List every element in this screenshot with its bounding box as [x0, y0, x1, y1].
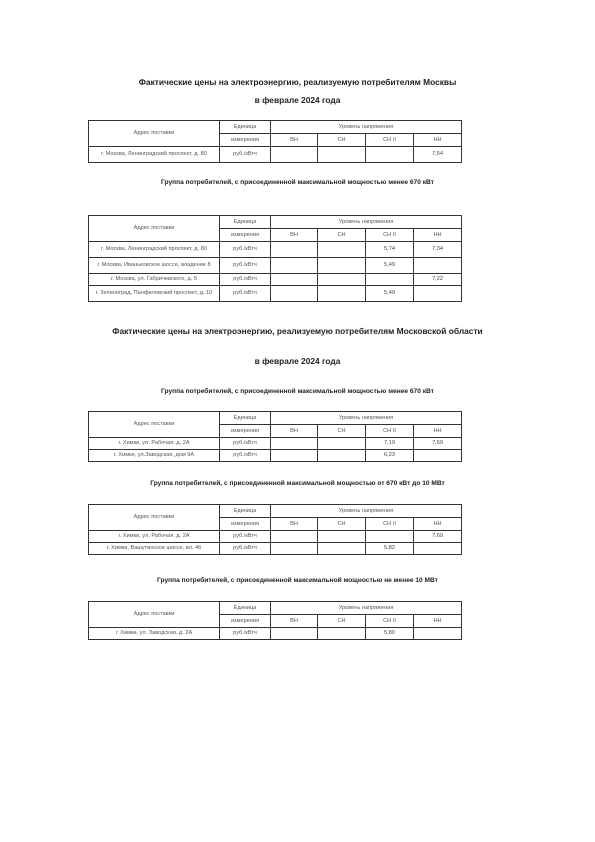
vn-cell	[271, 274, 318, 286]
vn-cell	[271, 242, 318, 258]
group-heading: Группа потребителей, с присоединенной максимальной мощностью менее 670 кВт	[161, 388, 434, 395]
sn2-header: СН II	[366, 615, 414, 628]
address-header: Адрес поставки	[89, 602, 220, 628]
address-header: Адрес поставки	[89, 121, 220, 147]
unit-cell: руб./кВтч	[220, 286, 271, 302]
sn2-cell: 5,80	[366, 628, 414, 640]
vn-cell	[271, 147, 318, 163]
voltage-header: Уровень напряжения	[271, 216, 462, 229]
nn-cell	[414, 258, 462, 274]
sn-cell	[318, 531, 366, 543]
nn-cell: 7,22	[414, 274, 462, 286]
address-cell: г. Зеленоград, Панфиловский проспект, д. 10	[89, 286, 220, 302]
voltage-header: Уровень напряжения	[271, 412, 462, 425]
sn2-cell: 5,49	[366, 258, 414, 274]
unit-cell: руб./кВтч	[220, 274, 271, 286]
unit-cell: руб./кВтч	[220, 438, 271, 450]
table-row	[89, 242, 462, 258]
unit-header-top: Единица	[220, 602, 271, 615]
unit-header-top: Единица	[220, 412, 271, 425]
vn-cell	[271, 450, 318, 462]
sn-cell	[318, 286, 366, 302]
price-table-moscow-under-670	[88, 215, 462, 302]
address-header: Адрес поставки	[89, 216, 220, 242]
sn-cell	[318, 543, 366, 555]
sn-header: СН	[318, 518, 366, 531]
table-row	[89, 438, 462, 450]
moscow-title: Фактические цены на электроэнергию, реализуемую потребителям Москвы	[138, 77, 457, 87]
sn-header: СН	[318, 229, 366, 242]
nn-header: НН	[414, 229, 462, 242]
price-table-region-under-670	[88, 411, 462, 462]
group-heading: Группа потребителей, с присоединенной максимальной мощностью не менее 10 МВт	[157, 577, 438, 584]
nn-header: НН	[414, 615, 462, 628]
sn2-header: СН II	[366, 229, 414, 242]
nn-cell	[414, 628, 462, 640]
unit-header-top: Единица	[220, 216, 271, 229]
sn-cell	[318, 242, 366, 258]
vn-cell	[271, 286, 318, 302]
voltage-header: Уровень напряжения	[271, 602, 462, 615]
sn2-header: СН II	[366, 425, 414, 438]
group-heading: Группа потребителей, с присоединенной максимальной мощностью от 670 кВт до 10 МВт	[150, 480, 445, 487]
table-row	[89, 274, 462, 286]
unit-cell: руб./кВтч	[220, 543, 271, 555]
sn2-cell: 5,49	[366, 286, 414, 302]
address-cell: г. Химки, ул. Рабочая, д. 2А	[89, 531, 220, 543]
unit-header-top: Единица	[220, 505, 271, 518]
nn-header: НН	[414, 425, 462, 438]
vn-header: ВН	[271, 425, 318, 438]
sn-cell	[318, 628, 366, 640]
address-header: Адрес поставки	[89, 505, 220, 531]
sn-cell	[318, 147, 366, 163]
unit-cell: руб./кВтч	[220, 531, 271, 543]
sn-header: СН	[318, 615, 366, 628]
sn-cell	[318, 438, 366, 450]
table-row	[89, 531, 462, 543]
table-row	[89, 258, 462, 274]
address-cell: г. Химки, ул.Заводская, дом 9А	[89, 450, 220, 462]
sn2-header: СН II	[366, 518, 414, 531]
sn2-cell: 5,82	[366, 543, 414, 555]
vn-header: ВН	[271, 134, 318, 147]
unit-cell: руб./кВтч	[220, 258, 271, 274]
nn-header: НН	[414, 134, 462, 147]
nn-cell: 7,34	[414, 242, 462, 258]
table-row	[89, 147, 462, 163]
unit-header-top: Единица	[220, 121, 271, 134]
vn-cell	[271, 438, 318, 450]
unit-header-bottom: измерения	[220, 518, 271, 531]
voltage-header: Уровень напряжения	[271, 121, 462, 134]
table-row	[89, 286, 462, 302]
vn-header: ВН	[271, 615, 318, 628]
sn2-cell: 6,23	[366, 450, 414, 462]
moscow-period: в феврале 2024 года	[254, 95, 341, 105]
sn2-cell: 7,19	[366, 438, 414, 450]
price-table-region-670-10mw	[88, 504, 462, 555]
table-row	[89, 628, 462, 640]
group-heading: Группа потребителей, с присоединенной максимальной мощностью менее 670 кВт	[161, 179, 434, 186]
nn-cell	[414, 450, 462, 462]
sn2-cell: 5,74	[366, 242, 414, 258]
vn-cell	[271, 531, 318, 543]
nn-cell: 7,69	[414, 531, 462, 543]
vn-cell	[271, 628, 318, 640]
sn-cell	[318, 258, 366, 274]
voltage-header: Уровень напряжения	[271, 505, 462, 518]
address-cell: г. Москва, Иваньковское шоссе, владение 8	[89, 258, 220, 274]
sn2-cell	[366, 274, 414, 286]
unit-header-bottom: измерения	[220, 425, 271, 438]
sn2-cell	[366, 147, 414, 163]
nn-header: НН	[414, 518, 462, 531]
vn-cell	[271, 258, 318, 274]
address-cell: г. Химки, ул. Заводская, д. 2А	[89, 628, 220, 640]
unit-cell: руб./кВтч	[220, 450, 271, 462]
vn-header: ВН	[271, 518, 318, 531]
table-row	[89, 543, 462, 555]
sn-cell	[318, 450, 366, 462]
address-cell: г. Химки, Вашутинское шоссе, вл. 46	[89, 543, 220, 555]
address-cell: г. Химки, ул. Рабочая, д. 2А	[89, 438, 220, 450]
nn-cell: 7,54	[414, 147, 462, 163]
moscow-region-title: Фактические цены на электроэнергию, реализуемую потребителям Московской области	[112, 326, 483, 336]
sn-header: СН	[318, 425, 366, 438]
unit-header-bottom: измерения	[220, 615, 271, 628]
sn-header: СН	[318, 134, 366, 147]
unit-cell: руб./кВтч	[220, 147, 271, 163]
address-cell: г. Москва, Ленинградский проспект, д. 80	[89, 147, 220, 163]
price-table-region-over-10mw	[88, 601, 462, 640]
sn2-header: СН II	[366, 134, 414, 147]
nn-cell	[414, 286, 462, 302]
address-cell: г. Москва, ул. Габричевского, д. 5	[89, 274, 220, 286]
nn-cell: 7,59	[414, 438, 462, 450]
sn2-cell	[366, 531, 414, 543]
unit-header-bottom: измерения	[220, 229, 271, 242]
vn-header: ВН	[271, 229, 318, 242]
unit-cell: руб./кВтч	[220, 242, 271, 258]
table-row	[89, 450, 462, 462]
address-cell: г. Москва, Ленинградский проспект, д. 80	[89, 242, 220, 258]
price-table-moscow	[88, 120, 462, 163]
moscow-region-period: в феврале 2024 года	[254, 356, 341, 366]
nn-cell	[414, 543, 462, 555]
unit-cell: руб./кВтч	[220, 628, 271, 640]
address-header: Адрес поставки	[89, 412, 220, 438]
unit-header-bottom: измерения	[220, 134, 271, 147]
sn-cell	[318, 274, 366, 286]
vn-cell	[271, 543, 318, 555]
